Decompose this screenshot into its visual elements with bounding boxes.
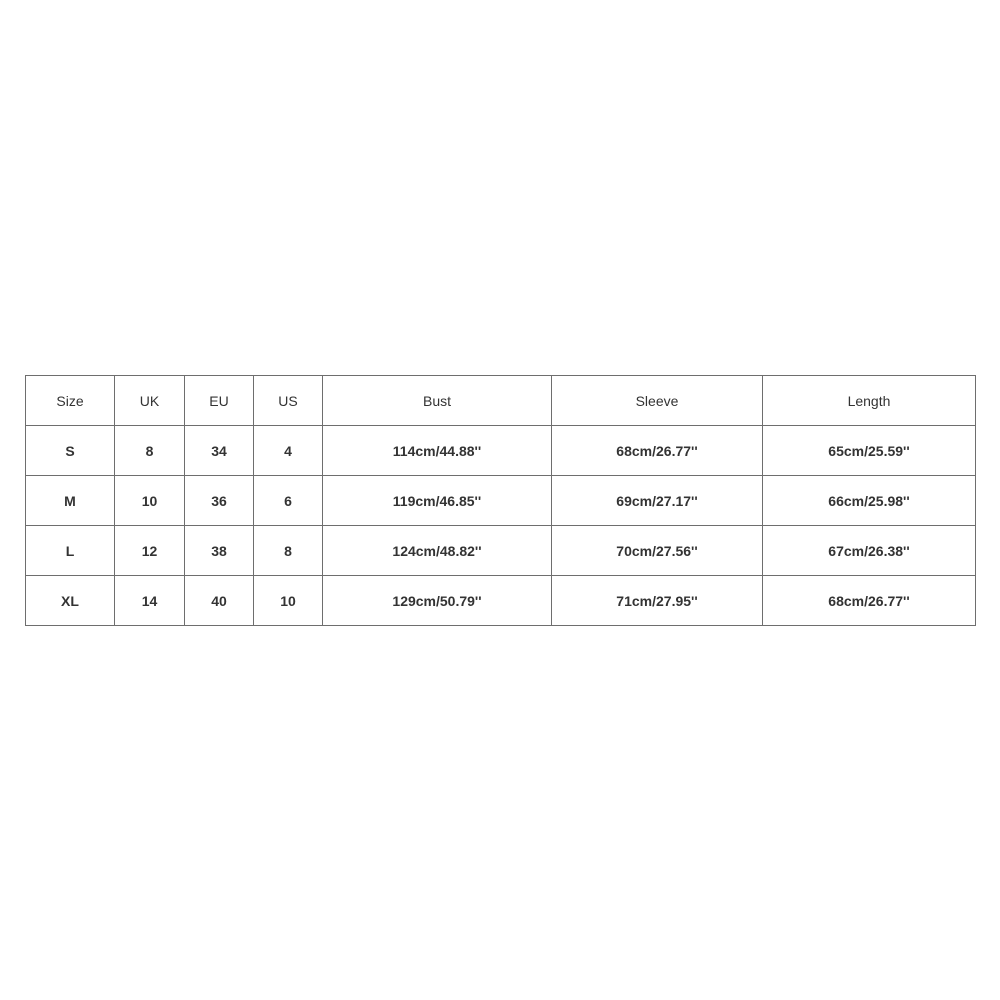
cell-sleeve: 71cm/27.95''	[552, 576, 763, 626]
header-eu: EU	[185, 376, 254, 426]
cell-uk: 14	[115, 576, 185, 626]
cell-sleeve: 70cm/27.56''	[552, 526, 763, 576]
cell-size: XL	[26, 576, 115, 626]
cell-eu: 34	[185, 426, 254, 476]
header-us: US	[254, 376, 323, 426]
cell-length: 65cm/25.59''	[763, 426, 976, 476]
header-sleeve: Sleeve	[552, 376, 763, 426]
table-header-row	[26, 376, 976, 426]
cell-eu: 38	[185, 526, 254, 576]
table-row	[26, 426, 976, 476]
cell-uk: 12	[115, 526, 185, 576]
cell-size: L	[26, 526, 115, 576]
table-row	[26, 576, 976, 626]
header-uk: UK	[115, 376, 185, 426]
cell-sleeve: 68cm/26.77''	[552, 426, 763, 476]
cell-size: M	[26, 476, 115, 526]
cell-length: 66cm/25.98''	[763, 476, 976, 526]
cell-length: 68cm/26.77''	[763, 576, 976, 626]
cell-bust: 114cm/44.88''	[323, 426, 552, 476]
cell-eu: 36	[185, 476, 254, 526]
table-row	[26, 526, 976, 576]
cell-eu: 40	[185, 576, 254, 626]
cell-bust: 119cm/46.85''	[323, 476, 552, 526]
cell-bust: 129cm/50.79''	[323, 576, 552, 626]
size-chart-table	[25, 375, 976, 626]
cell-length: 67cm/26.38''	[763, 526, 976, 576]
cell-sleeve: 69cm/27.17''	[552, 476, 763, 526]
header-size: Size	[26, 376, 115, 426]
cell-size: S	[26, 426, 115, 476]
header-bust: Bust	[323, 376, 552, 426]
cell-uk: 8	[115, 426, 185, 476]
cell-us: 6	[254, 476, 323, 526]
cell-us: 8	[254, 526, 323, 576]
cell-bust: 124cm/48.82''	[323, 526, 552, 576]
cell-us: 10	[254, 576, 323, 626]
cell-us: 4	[254, 426, 323, 476]
table-row	[26, 476, 976, 526]
header-length: Length	[763, 376, 976, 426]
cell-uk: 10	[115, 476, 185, 526]
